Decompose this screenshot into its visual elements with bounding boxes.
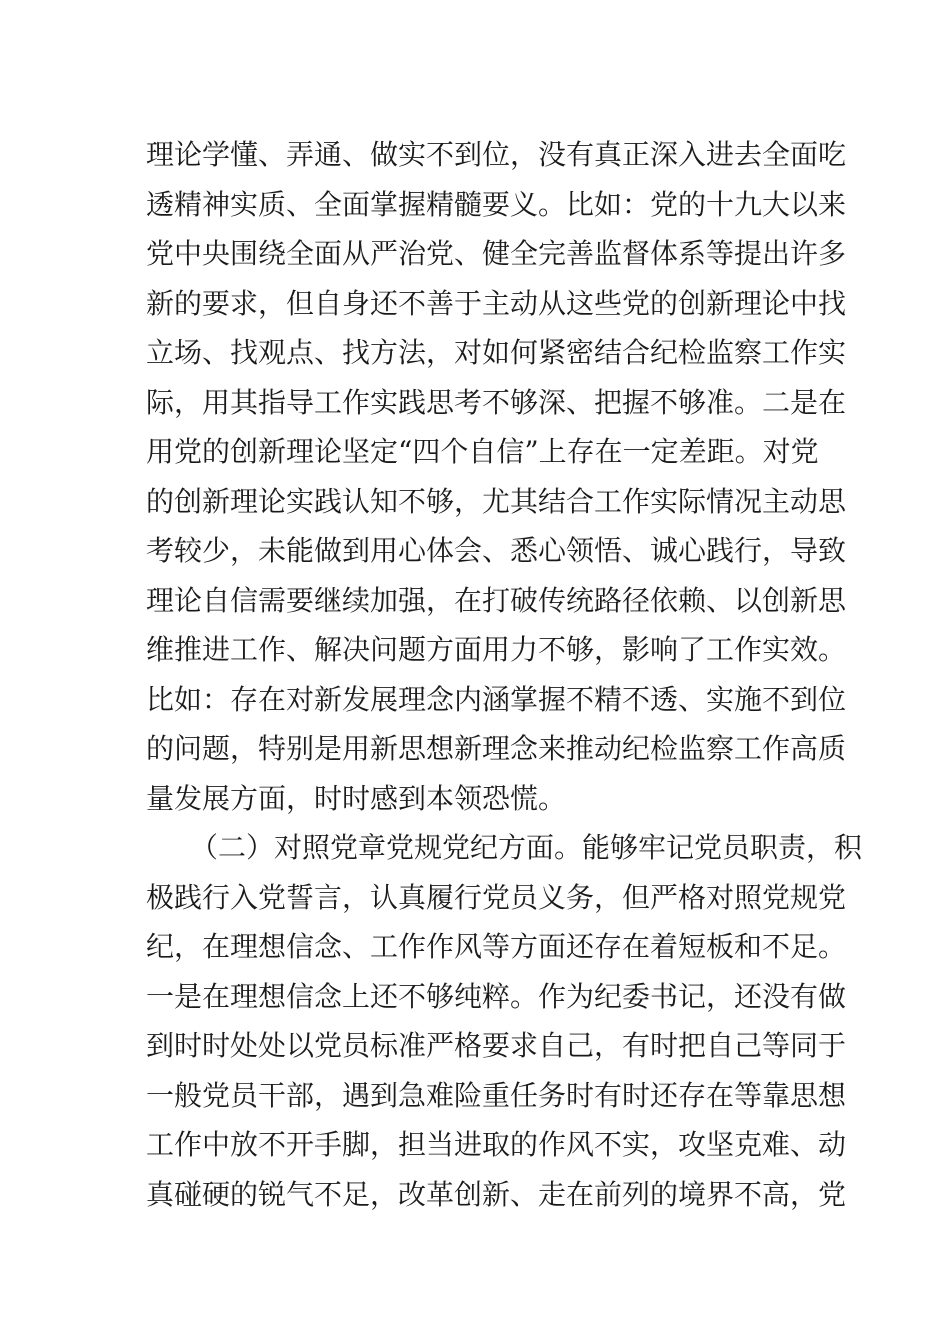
text-line: 的问题，特别是用新思想新理念来推动纪检监察工作高质 xyxy=(146,732,847,765)
text-line: 真碰硬的锐气不足，改革创新、走在前列的境界不高，党 xyxy=(146,1177,847,1211)
text-line: 到时时处处以党员标准严格要求自己，有时把自己等同于 xyxy=(146,1029,847,1062)
text-line: 用党的创新理论坚定“四个自信”上存在一定差距。对党 xyxy=(146,435,819,468)
section-heading-line: （二）对照党章党规党纪方面。能够牢记党员职责，积 xyxy=(190,831,863,864)
paragraph-end-line: 量发展方面，时时感到本领恐慌。 xyxy=(146,781,567,815)
text-line: 新的要求，但自身还不善于主动从这些党的创新理论中找 xyxy=(146,286,847,320)
text-line: 比如：存在对新发展理念内涵掌握不精不透、实施不到位 xyxy=(146,682,847,716)
text-line: 一般党员干部，遇到急难险重任务时有时还存在等靠思想 xyxy=(146,1078,847,1112)
text-line: 立场、找观点、找方法，对如何紧密结合纪检监察工作实 xyxy=(146,336,847,369)
text-line: 纪，在理想信念、工作作风等方面还存在着短板和不足。 xyxy=(146,930,847,963)
text-line: 工作中放不开手脚，担当进取的作风不实，攻坚克难、动 xyxy=(146,1128,847,1161)
text-line: 的创新理论实践认知不够，尤其结合工作实际情况主动思 xyxy=(146,484,847,518)
text-line: 透精神实质、全面掌握精髓要义。比如：党的十九大以来 xyxy=(146,187,847,221)
text-line: 考较少，未能做到用心体会、悉心领悟、诚心践行，导致 xyxy=(146,534,847,567)
text-line: 极践行入党誓言，认真履行党员义务，但严格对照党规党 xyxy=(146,880,847,914)
text-line: 一是在理想信念上还不够纯粹。作为纪委书记，还没有做 xyxy=(146,979,847,1013)
text-line: 维推进工作、解决问题方面用力不够，影响了工作实效。 xyxy=(146,633,847,666)
body-text xyxy=(146,130,863,1219)
text-line: 党中央围绕全面从严治党、健全完善监督体系等提出许多 xyxy=(146,237,847,270)
text-line: 理论自信需要继续加强，在打破传统路径依赖、以创新思 xyxy=(146,583,847,617)
text-line: 理论学懂、弄通、做实不到位，没有真正深入进去全面吃 xyxy=(146,138,847,171)
text-line: 际，用其指导工作实践思考不够深、把握不够准。二是在 xyxy=(146,385,847,419)
